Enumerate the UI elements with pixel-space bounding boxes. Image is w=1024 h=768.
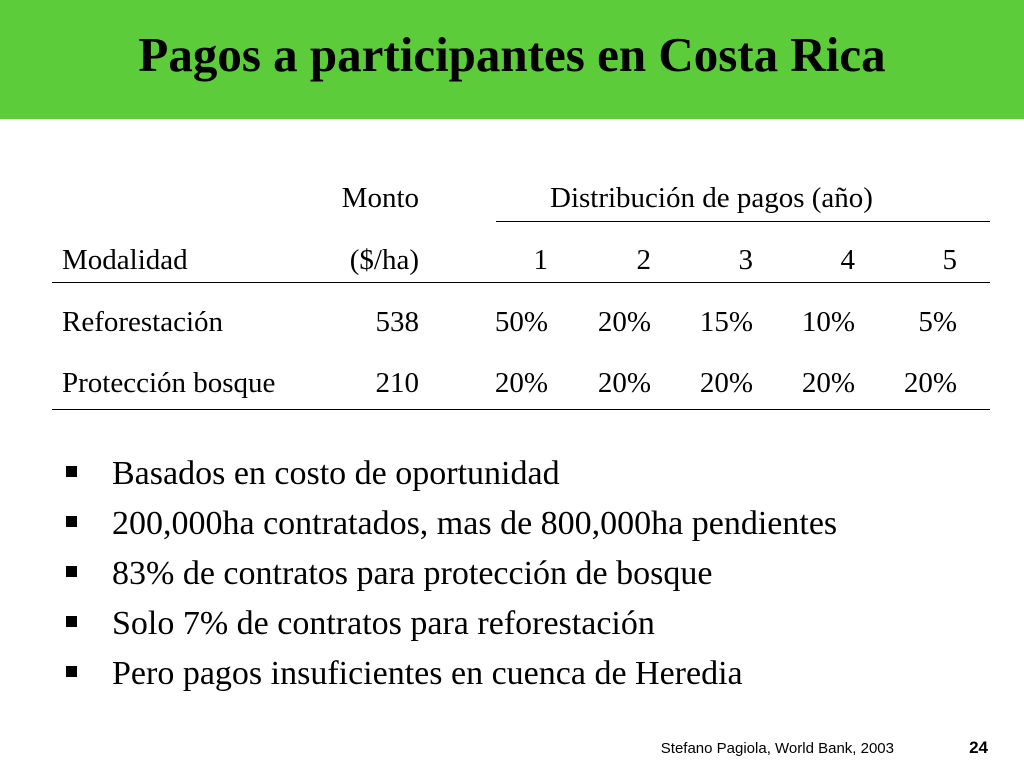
list-item xyxy=(60,555,1020,605)
list-item xyxy=(60,505,1020,555)
header-year-1: 1 xyxy=(533,244,548,276)
table-cell: 50% xyxy=(494,306,548,338)
header-year-5: 5 xyxy=(942,244,957,276)
table-cell: 15% xyxy=(699,306,753,338)
header-year-2: 2 xyxy=(636,244,651,276)
table-cell: 20% xyxy=(903,367,957,399)
table-cell: 20% xyxy=(494,367,548,399)
slide-title: Pagos a participantes en Costa Rica xyxy=(138,27,886,82)
bullet-text: Pero pagos insuficientes en cuenca de Heredia xyxy=(112,655,743,692)
square-bullet-icon xyxy=(66,616,77,627)
bottom-rule xyxy=(52,409,990,410)
square-bullet-icon xyxy=(66,516,77,527)
row-proteccion-monto: 210 xyxy=(375,367,419,399)
bullet-text: 83% de contratos para protección de bosque xyxy=(112,555,713,592)
header-monto: Monto xyxy=(341,182,419,214)
header-year-3: 3 xyxy=(738,244,753,276)
table-cell: 5% xyxy=(918,306,957,338)
row-reforestacion-monto: 538 xyxy=(375,306,419,338)
table-cell: 20% xyxy=(801,367,855,399)
table-cell: 20% xyxy=(699,367,753,399)
table-cell: 20% xyxy=(597,367,651,399)
row-reforestacion-label: Reforestación xyxy=(62,306,224,338)
list-item xyxy=(60,455,1020,505)
bullet-text: 200,000ha contratados, mas de 800,000ha pendientes xyxy=(112,505,838,542)
list-item xyxy=(60,655,1020,705)
footer-credit: Stefano Pagiola, World Bank, 2003 xyxy=(660,740,894,757)
bullet-list xyxy=(60,455,1020,705)
distribution-underline xyxy=(496,221,990,222)
row-proteccion-label: Protección bosque xyxy=(62,367,276,399)
header-year-4: 4 xyxy=(840,244,855,276)
table-cell: 20% xyxy=(597,306,651,338)
table-cell: 10% xyxy=(801,306,855,338)
square-bullet-icon xyxy=(66,566,77,577)
page-number: 24 xyxy=(969,738,988,757)
header-distribucion: Distribución de pagos (año) xyxy=(550,182,873,214)
square-bullet-icon xyxy=(66,666,77,677)
header-modalidad: Modalidad xyxy=(62,244,188,276)
list-item xyxy=(60,605,1020,655)
header-unit: ($/ha) xyxy=(349,244,419,276)
square-bullet-icon xyxy=(66,466,77,477)
bullet-text: Solo 7% de contratos para reforestación xyxy=(112,605,655,642)
header-rule xyxy=(52,282,990,283)
bullet-text: Basados en costo de oportunidad xyxy=(112,455,560,492)
